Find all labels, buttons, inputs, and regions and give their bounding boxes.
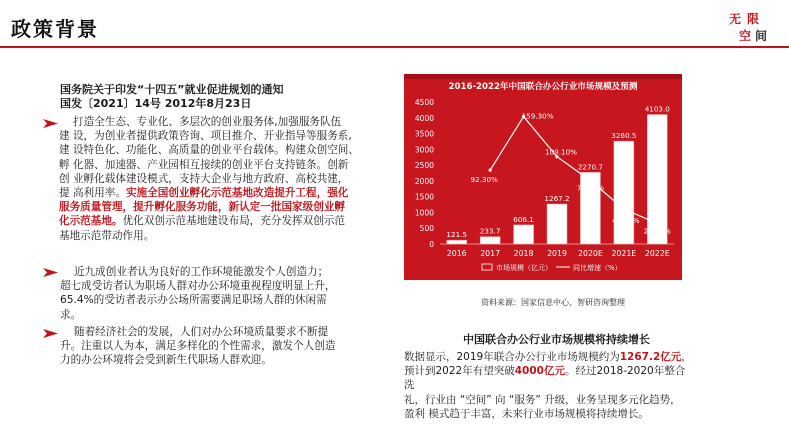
policy-paragraph: 打造全生态、专业化、多层次的创业服务体,加强服务队伍 建 设，为创业者提供政策咨询、项目推介、开业指导等服务系, 建 设特色化、功能化、高质量的创业平台载体。构建众创空间、 孵 化器、加速器、产业园相互接续的创业平台支持链条。创新 创 业孵化载体建设模式，支持大企业与地方政府、高校共建， 提 高利用率。实施全国创业孵化示范基地改造提升工程，强化 服务质量管理，提升孵化服务功能，新认定一批国家级创业孵 化示范基地。优化双创示范基地建设布局，充分发挥双创示范 基地示范带动作用。: [59, 116, 359, 242]
brand-logo: [725, 3, 775, 43]
y-tick-label: 2500: [414, 161, 434, 171]
logo-char-1: 无: [729, 12, 742, 26]
y-tick-label: 4500: [414, 98, 434, 107]
y-tick-label: 1500: [414, 192, 434, 202]
x-tick-label: 2022E: [644, 249, 670, 258]
bar-value-label: 121.5: [446, 230, 468, 240]
bar-value-label: 233.7: [479, 226, 501, 236]
x-tick-label: 2018: [513, 249, 534, 258]
page-title: 政策背景: [11, 17, 99, 41]
growth-label: 159.30%: [521, 111, 554, 121]
chart-bar: [480, 237, 500, 244]
chart-bar: [447, 240, 467, 244]
policy-notice: [60, 83, 283, 111]
y-tick-label: 500: [419, 224, 434, 234]
summary-title: 中国联合办公行业市场规模将持续增长: [463, 333, 650, 346]
legend-line-label: 同比增速（%）: [573, 264, 622, 272]
bullet-arrow-icon: [43, 119, 58, 128]
x-tick-label: 2020E: [578, 249, 603, 258]
bar-value-label: 3260.5: [611, 131, 637, 141]
header-divider: [0, 46, 789, 48]
x-tick-label: 2017: [480, 249, 501, 258]
chart-background: [404, 74, 682, 280]
notice-doc-number: 国发〔2021〕14号 2012年8月23日: [60, 97, 252, 110]
legend-bar-label: 市场规模（亿元）: [496, 264, 552, 272]
growth-label: 43.60%: [612, 216, 640, 226]
y-tick-label: 0: [429, 240, 434, 249]
summary-paragraph: 数据显示，2019年联合办公行业市场规模约为1267.2亿元， 预计到2022年有望突破4000亿元。经过2018-2020年整合洗 礼，行业由 “空间” 向 “服务” 升级，业务呈现多元化趋势， 盈利 模式趋于丰富，未来行业市场规模将持续增长。: [404, 351, 692, 420]
bar-value-label: 606.1: [513, 214, 534, 224]
growth-point: [622, 208, 625, 211]
chart-bar: [547, 204, 567, 244]
chart-svg: [404, 74, 682, 280]
bar-value-label: 4103.0: [644, 104, 670, 114]
society-paragraph: 随着经济社会的发展，人们对办公环境质量要求不断提 升。注重以人为本，满足多样化的个性需求，激发个人创造 力的办公环境将会受到新生代职场人群欢迎。: [60, 326, 336, 367]
bullet-arrow-icon: [43, 329, 58, 338]
chart-bar: [614, 141, 634, 244]
growth-label: 25.80%: [643, 226, 671, 236]
chart-top-strip: [404, 74, 682, 79]
logo-char-4: 间: [755, 29, 768, 43]
growth-label: 79.20%: [576, 183, 605, 193]
growth-point: [589, 179, 592, 182]
growth-label: 92.30%: [470, 175, 498, 185]
growth-label: 109.10%: [545, 147, 577, 157]
growth-point: [489, 169, 492, 172]
chart-source: 资料来源：国家信息中心、智研咨询整理: [481, 298, 625, 307]
chart-title: 2016-2022年中国联合办公行业市场规模及预测: [448, 82, 638, 92]
growth-point: [656, 222, 659, 225]
y-tick-label: 3000: [414, 145, 434, 155]
bar-value-label: 2270.7: [577, 162, 604, 172]
logo-char-3: 空: [739, 29, 752, 43]
y-tick-label: 3500: [414, 129, 434, 139]
bullet-arrow-icon: [43, 268, 58, 277]
chart-bar: [514, 225, 534, 244]
x-tick-label: 2016: [446, 249, 467, 258]
survey-paragraph: 近九成创业者认为良好的工作环境能激发个人创造力； 超七成受访者认为职场人群对办公环境重视程度明显上升， 65.4%的受访者表示办公场所需要满足职场人群的休闲需 求。: [60, 266, 336, 321]
bar-value-label: 1267.2: [544, 194, 570, 204]
y-tick-label: 4000: [414, 113, 434, 123]
x-tick-label: 2021E: [611, 249, 637, 258]
notice-title: 国务院关于印发“十四五”就业促进规划的通知: [60, 83, 284, 96]
y-tick-label: 2000: [414, 176, 434, 186]
market-size-chart: [404, 74, 682, 280]
logo-char-2: 限: [747, 12, 760, 26]
y-tick-label: 1000: [414, 208, 434, 218]
x-tick-label: 2019: [547, 249, 567, 258]
